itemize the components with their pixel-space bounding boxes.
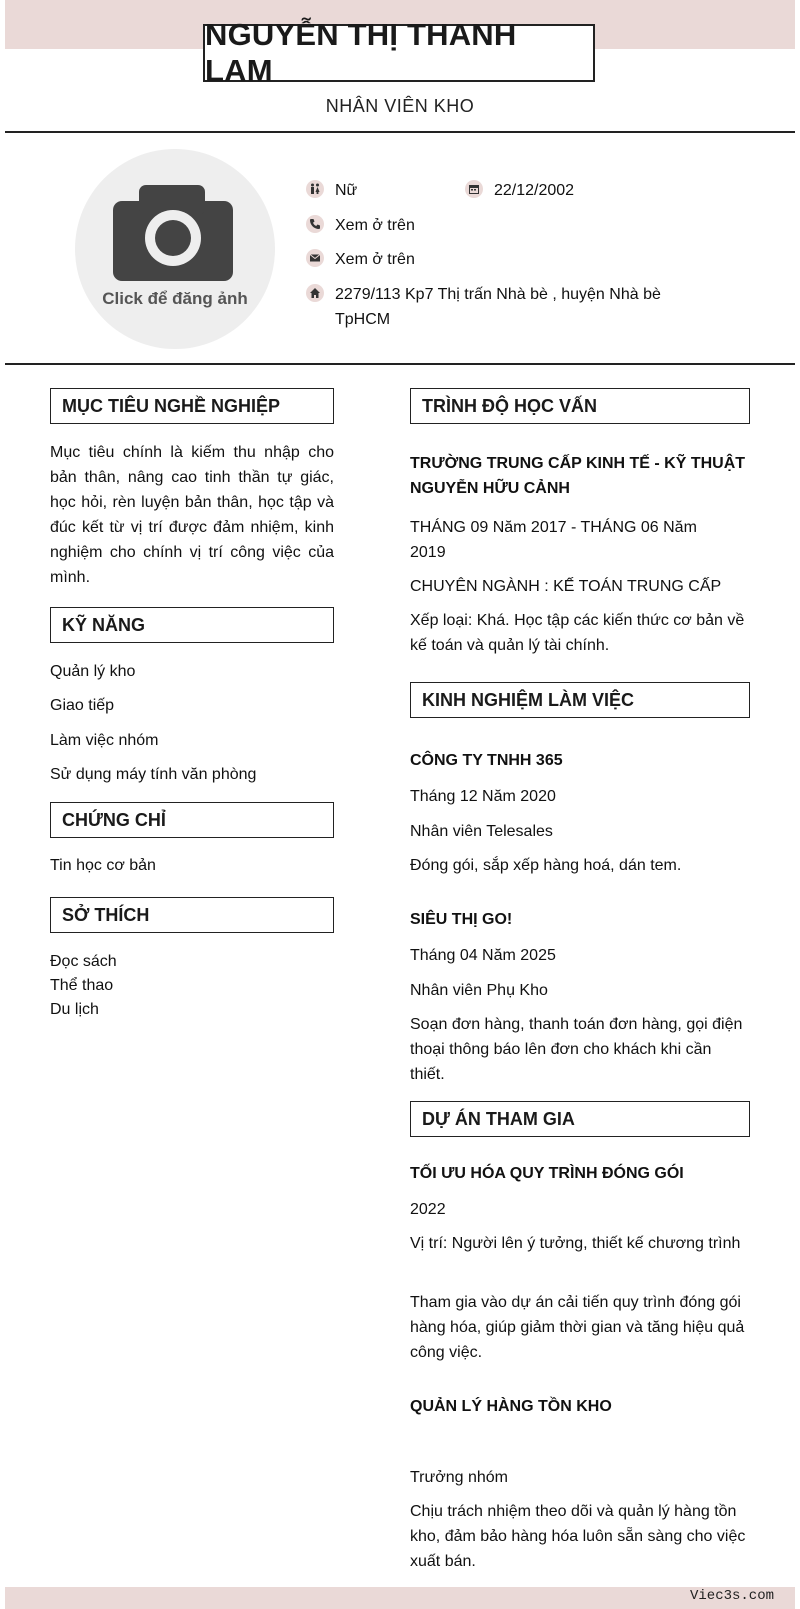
- job-date: Tháng 12 Năm 2020: [410, 788, 556, 805]
- job-role: Nhân viên Phụ Kho: [410, 982, 548, 999]
- divider: [5, 363, 795, 365]
- education-period-line-2: 2019: [410, 544, 446, 561]
- home-icon: [306, 284, 324, 302]
- email-value: Xem ở trên: [335, 251, 415, 268]
- skill-item: Làm việc nhóm: [50, 732, 159, 749]
- job-description: Đóng gói, sắp xếp hàng hoá, dán tem.: [410, 857, 682, 874]
- address-line-2: TpHCM: [335, 311, 391, 328]
- job-company: CÔNG TY TNHH 365: [410, 752, 563, 769]
- skill-item: Sử dụng máy tính văn phòng: [50, 766, 257, 783]
- project-description: Chịu trách nhiệm theo dõi và quản lý hàng tồn kho, đảm bảo hàng hóa luôn sẵn sàng cho việc xuất bán.: [410, 1503, 746, 1570]
- experience-heading: KINH NGHIỆM LÀM VIỆC: [410, 682, 750, 718]
- job-role: Nhân viên Telesales: [410, 823, 553, 840]
- email-icon: [306, 249, 324, 267]
- project-role: Trưởng nhóm: [410, 1469, 508, 1486]
- project-name: TỐI ƯU HÓA QUY TRÌNH ĐÓNG GÓI: [410, 1165, 684, 1182]
- project-description: Tham gia vào dự án cải tiến quy trình đóng gói hàng hóa, giúp giảm thời gian và tăng hiệu quả công việc.: [410, 1294, 745, 1361]
- job-description: Soạn đơn hàng, thanh toán đơn hàng, gọi điện thoại thông báo lên đơn cho khách khi cần thiết.: [410, 1016, 743, 1083]
- skills-heading: KỸ NĂNG: [50, 607, 334, 643]
- gender-value: Nữ: [335, 182, 358, 199]
- job-title: NHÂN VIÊN KHO: [325, 96, 475, 116]
- education-heading: TRÌNH ĐỘ HỌC VẤN: [410, 388, 750, 424]
- hobby-item: Du lịch: [50, 1001, 99, 1018]
- skill-item: Quản lý kho: [50, 663, 136, 680]
- calendar-icon: [465, 180, 483, 198]
- skill-item: Giao tiếp: [50, 697, 115, 714]
- hobbies-heading: SỞ THÍCH: [50, 897, 334, 933]
- hobby-item: Thể thao: [50, 977, 114, 994]
- birthdate-value: 22/12/2002: [494, 182, 575, 199]
- divider: [5, 131, 795, 133]
- phone-icon: [306, 215, 324, 233]
- job-company: SIÊU THỊ GO!: [410, 911, 513, 928]
- project-year: 2022: [410, 1201, 446, 1218]
- phone-value: Xem ở trên: [335, 217, 415, 234]
- address-line-1: 2279/113 Kp7 Thị trấn Nhà bè , huyện Nhà bè: [335, 286, 661, 303]
- education-major: CHUYÊN NGÀNH : KẾ TOÁN TRUNG CẤP: [410, 578, 722, 595]
- avatar-caption: Click để đăng ảnh: [102, 289, 248, 308]
- school-name-line-1: TRƯỜNG TRUNG CẤP KINH TẾ - KỸ THUẬT: [410, 455, 746, 472]
- job-date: Tháng 04 Năm 2025: [410, 947, 556, 964]
- objective-heading: MỤC TIÊU NGHỀ NGHIỆP: [50, 388, 334, 424]
- certificates-heading: CHỨNG CHỈ: [50, 802, 334, 838]
- education-description: Xếp loại: Khá. Học tập các kiến thức cơ bản về kế toán và quản lý tài chính.: [410, 612, 745, 654]
- project-role: Vị trí: Người lên ý tưởng, thiết kế chương trình: [410, 1235, 741, 1252]
- hobby-item: Đọc sách: [50, 953, 117, 970]
- camera-icon: [113, 177, 237, 287]
- gender-icon: [306, 180, 324, 198]
- avatar-upload[interactable]: [75, 149, 275, 349]
- project-name: QUẢN LÝ HÀNG TỒN KHO: [410, 1398, 612, 1415]
- candidate-name: NGUYỄN THỊ THANH LAM: [203, 24, 595, 82]
- footer-band: [5, 1587, 795, 1609]
- site-watermark: Viec3s.com: [689, 1588, 774, 1604]
- education-period-line-1: THÁNG 09 Năm 2017 - THÁNG 06 Năm: [410, 519, 697, 536]
- objective-text: Mục tiêu chính là kiếm thu nhập cho bản thân, nâng cao tinh thần tự giác, học hỏi, rèn luyện bản thân, học tập và đúc kết từ vị trí được đảm nhiệm, kinh nghiệm cho chính vị trí công việc của mình.: [50, 444, 334, 586]
- certificate-item: Tin học cơ bản: [50, 857, 156, 874]
- projects-heading: DỰ ÁN THAM GIA: [410, 1101, 750, 1137]
- school-name-line-2: NGUYỄN HỮU CẢNH: [410, 480, 570, 497]
